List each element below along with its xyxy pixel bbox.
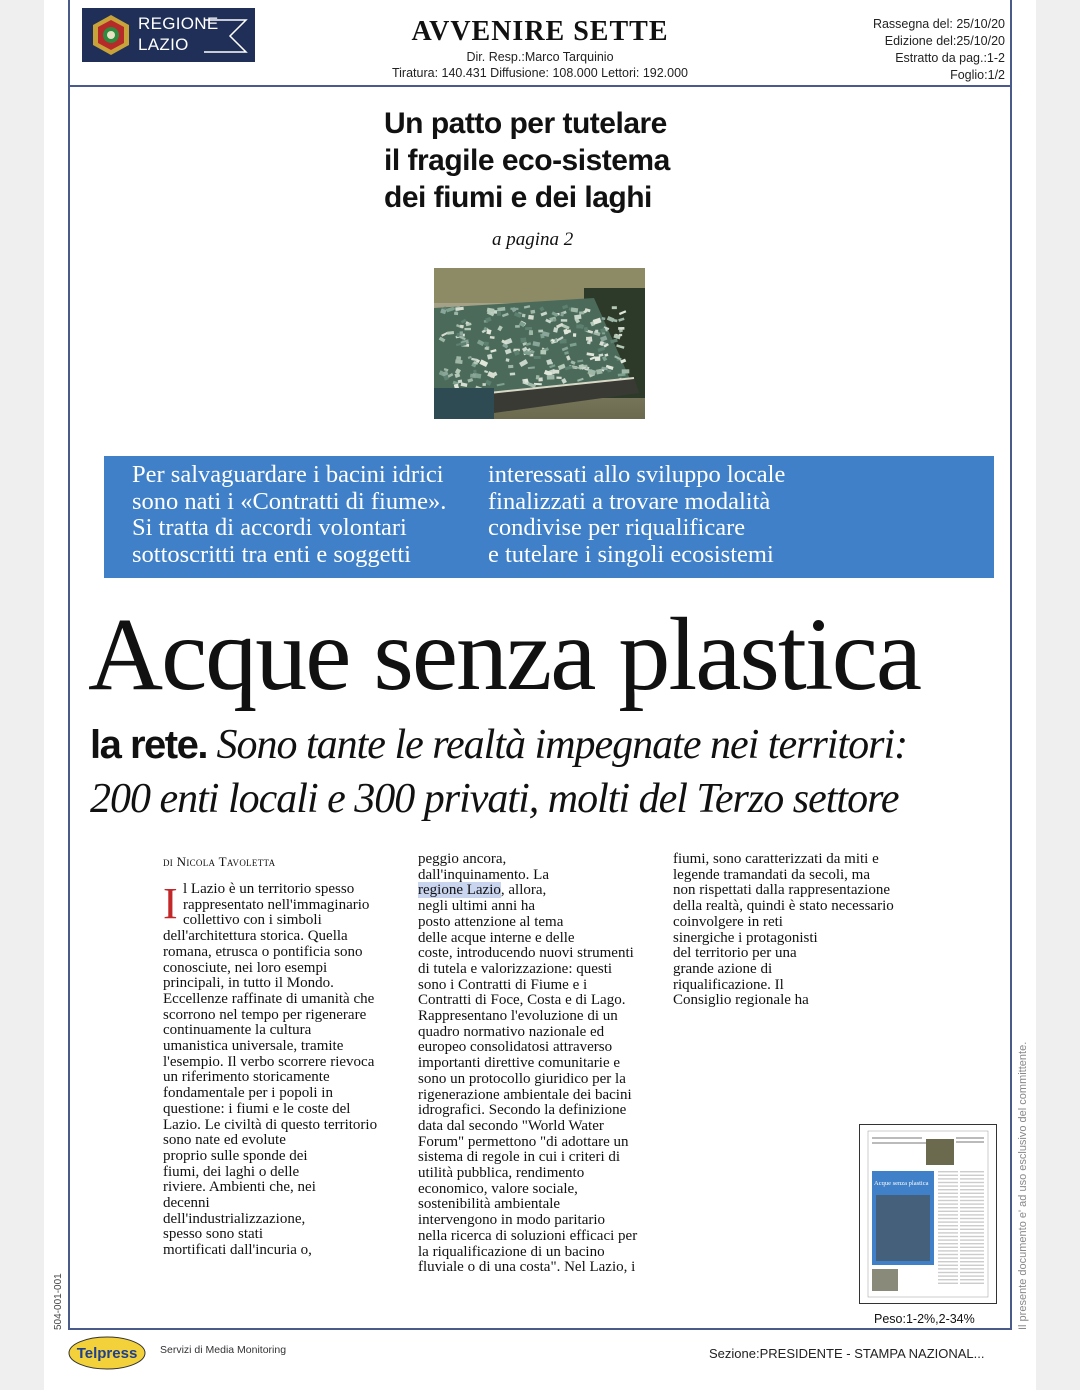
article-column-1 xyxy=(163,879,378,1259)
article-line: la riqualificazione di un bacino xyxy=(418,1243,605,1260)
article-line: un riferimento storicamente xyxy=(163,1069,330,1086)
article-line: coste, introducendo nuovi strumenti xyxy=(418,945,634,962)
article-column-3 xyxy=(673,852,894,1009)
article-line: rappresentato nell'immaginario xyxy=(183,896,370,913)
newspaper-name: AVVENIRE SETTE xyxy=(411,16,669,47)
article-line: decenni xyxy=(163,1195,210,1212)
article-line: sinergiche i protagonisti xyxy=(673,929,818,946)
logo-line-1: REGIONE xyxy=(138,14,219,33)
logo-line-2: LAZIO xyxy=(138,35,189,54)
article-line: scorrono nel tempo per rigenerare xyxy=(163,1006,367,1023)
article-line: conosciute, nei loro esempi xyxy=(163,959,328,976)
press-review-info xyxy=(873,16,1005,84)
article-line: l'esempio. Il verbo scorrere rievoca xyxy=(163,1053,375,1070)
article-line: romana, etrusca o pontificia sono xyxy=(163,943,363,960)
summary-column-left xyxy=(132,462,446,568)
teaser-headline xyxy=(384,105,670,216)
article-line: di tutela e valorizzazione: questi xyxy=(418,960,613,977)
article-line: fondamentale per i popoli in xyxy=(163,1085,333,1102)
byline: di Nicola Tavoletta xyxy=(163,854,276,869)
article-line: principali, in tutto il Mondo. xyxy=(163,975,334,992)
article-line: europeo consolidatosi attraverso xyxy=(418,1039,613,1056)
director-line: Dir. Resp.:Marco Tarquinio xyxy=(466,50,614,64)
edizione-date: Edizione del:25/10/20 xyxy=(884,34,1005,48)
article-line: sostenibilità ambientale xyxy=(418,1196,561,1213)
article-line: spesso sono stati xyxy=(163,1226,264,1243)
article-line: del territorio per una xyxy=(673,945,797,962)
regional-emblem-icon xyxy=(90,14,132,56)
summary-line: sottoscritti tra enti e soggetti xyxy=(132,540,411,568)
article-line: umanistica universale, tramite xyxy=(163,1038,344,1055)
article-title: Acque senza plastica xyxy=(88,597,921,712)
article-line: utilità pubblica, rendimento xyxy=(418,1165,585,1182)
article-line: Contratti di Foce, Costa e di Lago. xyxy=(418,992,626,1009)
extract-pages: Estratto da pag.:1-2 xyxy=(895,51,1005,65)
teaser-line: il fragile eco-sistema xyxy=(384,144,670,177)
article-line: negli ultimi anni ha xyxy=(418,898,536,915)
article-kicker: la rete. xyxy=(90,723,207,767)
article-line: dell'industrializzazione, xyxy=(163,1210,306,1227)
teaser-line: Un patto per tutelare xyxy=(384,107,667,140)
article-line: proprio sulle sponde dei xyxy=(163,1147,308,1164)
telpress-logo xyxy=(68,1336,146,1370)
article-line: delle acque interne e delle xyxy=(418,929,575,946)
article-line: Eccellenze raffinate di umanità che xyxy=(163,990,375,1007)
article-line: Forum" permettono "di adottare un xyxy=(418,1133,629,1150)
summary-line: Si tratta di accordi volontari xyxy=(132,514,407,541)
article-line: riviere. Ambienti che, nei xyxy=(163,1179,316,1196)
article-line: fiumi, sono caratterizzati da miti e xyxy=(673,851,879,867)
article-line: importanti direttive comunitarie e xyxy=(418,1055,621,1072)
article-line: sono i Contratti di Fiume e i xyxy=(418,976,588,993)
article-line: Consiglio regionale ha xyxy=(673,992,809,1009)
article-line: , allora, xyxy=(500,882,547,899)
highlighted-text[interactable]: regione Lazio xyxy=(418,882,501,899)
section-label: Sezione:PRESIDENTE - STAMPA NAZIONAL... xyxy=(709,1346,985,1361)
article-deck xyxy=(90,718,907,826)
article-line: dall'inquinamento. La xyxy=(418,866,550,883)
article-line: questione: i fiumi e le coste del xyxy=(163,1100,351,1117)
usage-note: Il presente documento e' ad uso esclusivo del committente. xyxy=(1017,1041,1029,1330)
article-line: Lazio. Le civiltà di questo territorio xyxy=(163,1116,378,1133)
summary-line: finalizzati a trovare modalità xyxy=(488,487,771,515)
article-line: peggio ancora, xyxy=(418,851,507,867)
article-column-2 xyxy=(418,852,637,1276)
article-line: grande azione di xyxy=(673,960,773,977)
summary-line: Per salvaguardare i bacini idrici xyxy=(132,461,444,488)
article-line: sono nate ed evolute xyxy=(163,1132,286,1149)
summary-box xyxy=(104,456,994,578)
summary-line: e tutelare i singoli ecosistemi xyxy=(488,540,774,568)
article-line: mortificati dall'incuria o, xyxy=(163,1242,312,1259)
rassegna-date: Rassegna del: 25/10/20 xyxy=(872,17,1005,31)
article-line: data dal secondo "World Water xyxy=(418,1117,604,1134)
article-line: nella ricerca di soluzioni efficaci per xyxy=(418,1227,638,1244)
article-line: collettivo con i simboli xyxy=(183,912,322,929)
article-line: legende tramandati da secoli, ma xyxy=(673,866,870,883)
masthead xyxy=(380,16,700,80)
summary-line: interessati allo sviluppo locale xyxy=(488,461,786,488)
article-line: idrografici. Secondo la definizione xyxy=(418,1102,627,1119)
weight-info: Peso:1-2%,2-34% xyxy=(874,1312,975,1326)
document-code: 504-001-001 xyxy=(53,1273,64,1330)
article-line: sistema di regole in cui i criteri di xyxy=(418,1149,621,1166)
article-line: riqualificazione. Il xyxy=(673,976,784,993)
article-line: continuamente la cultura xyxy=(163,1022,312,1039)
service-label: Servizi di Media Monitoring xyxy=(160,1344,287,1356)
article-line: non rispettati dalla rappresentazione xyxy=(673,882,890,899)
article-line: intervengono in modo paritario xyxy=(418,1212,606,1229)
circulation-line: Tiratura: 140.431 Diffusione: 108.000 Lettori: 192.000 xyxy=(391,66,689,80)
deck-line: Sono tante le realtà impegnate nei territori: xyxy=(216,722,908,768)
summary-column-right xyxy=(488,462,785,568)
telpress-wordmark: Telpress xyxy=(76,1345,138,1362)
thumbnail-title: Acque senza plastica xyxy=(874,1180,929,1187)
article-line: rigenerazione ambientale dei bacini xyxy=(418,1086,632,1103)
drop-cap: I xyxy=(163,879,178,928)
article-line: Rappresentano l'evoluzione di un xyxy=(418,1008,618,1025)
article-line: quadro normativo nazionale ed xyxy=(418,1023,605,1040)
article-line: l Lazio è un territorio spesso xyxy=(183,881,355,897)
article-line: sono un protocollo giuridico per la xyxy=(418,1070,626,1087)
page-thumbnail[interactable] xyxy=(859,1124,997,1304)
summary-line: sono nati i «Contratti di fiume». xyxy=(132,487,447,515)
header-divider xyxy=(68,85,1012,87)
article-line: economico, valore sociale, xyxy=(418,1180,578,1197)
article-line: coinvolgere in reti xyxy=(673,913,783,930)
teaser-line: dei fiumi e dei laghi xyxy=(384,181,652,214)
thumbnail-preview xyxy=(860,1125,996,1303)
plastic-river-photo xyxy=(434,268,645,419)
article-line: della realtà, quindi è stato necessario xyxy=(673,898,894,915)
regione-lazio-logo xyxy=(82,8,255,62)
article-line: dell'architettura storica. Quella xyxy=(163,928,348,945)
article-line: posto attenzione al tema xyxy=(418,913,564,930)
article-line: fluviale o di una costa". Nel Lazio, i xyxy=(418,1259,636,1276)
logo-chevron-icon xyxy=(202,16,252,56)
sheet-number: Foglio:1/2 xyxy=(950,68,1005,82)
article-line: fiumi, dei laghi o delle xyxy=(163,1163,300,1180)
summary-line: condivise per riqualificare xyxy=(488,514,746,541)
deck-line: 200 enti locali e 300 privati, molti del Terzo settore xyxy=(90,776,899,822)
page-reference: a pagina 2 xyxy=(492,229,574,250)
